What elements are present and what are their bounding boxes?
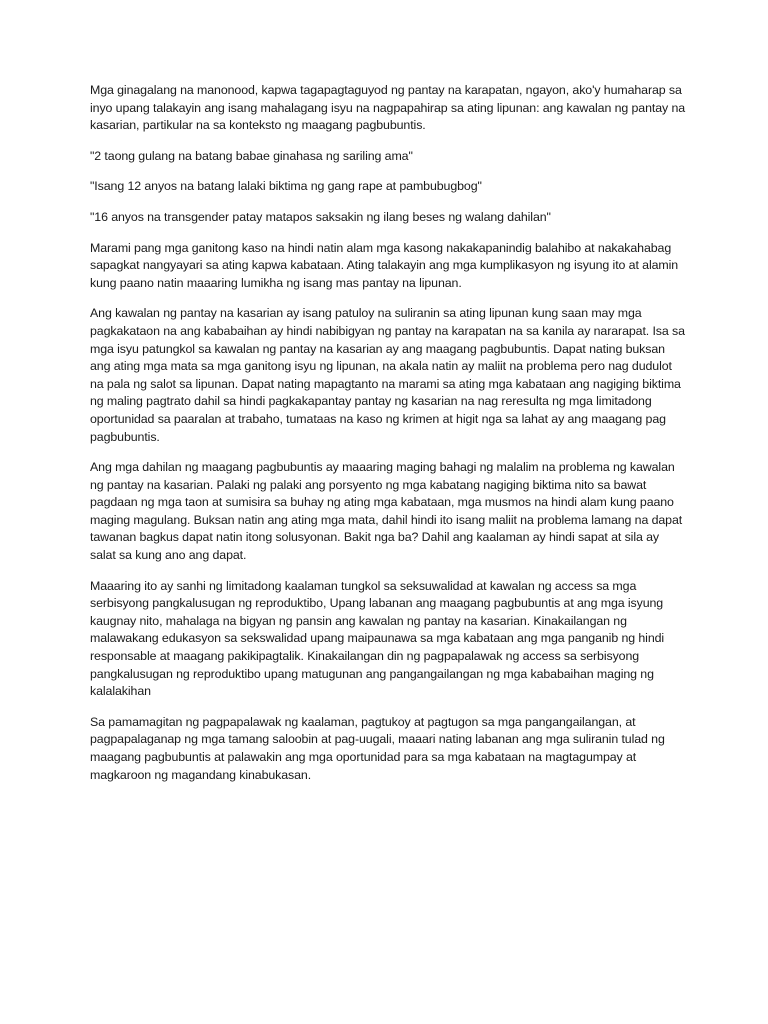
paragraph-cases: Marami pang mga ganitong kaso na hindi natin alam mga kasong nakakapanindig balahibo at nakakahabag sapagkat nangyayari sa ating kapwa kabataan. Ating talakayin ang mga kumplikasyon ng isyung ito at alamin kung paano natin maaaring lumikha ng isang mas pantay na lipunan.: [90, 240, 679, 290]
quote-headline-2: "Isang 12 anyos na batang lalaki biktima ng gang rape at pambubugbog": [90, 179, 482, 194]
paragraph-education: Maaaring ito ay sanhi ng limitadong kaalaman tungkol sa seksuwalidad at kawalan ng access sa mga serbisyong pangkalusugan ng reproduktibo, Upang labanan ang maagang pagbubuntis at ang mga isyung kaugnay nito, mahalaga na bigyan ng pansin ang kawalan ng pantay na kasarian. Kinakailangan ng malawakang edukasyon sa sekswalidad upang maipaunawa sa mga kabataan ang mga panganib ng hindi responsable at maagang pakikipagtalik. Kinakailangan din ng pagpapalawak ng access sa serbisyong pangkalusugan ng reproduktibo upang matugunan ang pangangailangan ng mga kababaihan maging ng kalalakihan: [90, 578, 665, 699]
quote-headline-3: "16 anyos na transgender patay matapos saksakin ng ilang beses ng walang dahilan": [90, 209, 551, 224]
paragraph-gender-inequality: Ang kawalan ng pantay na kasarian ay isang patuloy na suliranin sa ating lipunan kung saan may mga pagkakataon na ang kababaihan ay hindi nabibigyan ng pantay na karapatan na sa kanila ay nararapat. Isa sa mga isyu patungkol sa kawalan ng pantay na kasarian ay ang maagang pagbubuntis. Dapat nating buksan ang ating mga mata sa mga ganitong isyu ng lipunan, na akala natin ay maliit na problema pero nag dudulot na pala ng salot sa lipunan. Dapat nating mapagtanto na marami sa ating mga kabataan ang nagiging biktima ng maling pagtrato dahil sa hindi pagkakapantay pantay ng kasarian na nag reresulta ng mga limitadong oportunidad sa paaralan at trabaho, tumataas na kaso ng krimen at higit nga sa lahat ay ang maagang pag pagbubuntis.: [90, 306, 685, 444]
paragraph-causes: Ang mga dahilan ng maagang pagbubuntis ay maaaring maging bahagi ng malalim na problema ng kawalan ng pantay na kasarian. Palaki ng palaki ang porsyento ng mga kabatang nagiging biktima nito sa bawat pagdaan ng mga taon at sumisira sa buhay ng ating mga kabataan, mga musmos na hindi alam kung paano maging magulang. Buksan natin ang ating mga mata, dahil hindi ito isang maliit na problema lamang na dapat tawanan bagkus dapat natin itong solusyonan. Bakit nga ba? Dahil ang kaalaman ay hindi sapat at sila ay salat sa kung ano ang dapat.: [90, 460, 683, 563]
paragraph-conclusion: Sa pamamagitan ng pagpapalawak ng kaalaman, pagtukoy at pagtugon sa mga pangangailangan, at pagpapalaganap ng mga tamang saloobin at pag-uugali, maaari nating labanan ang mga suliranin tulad ng maagang pagbubuntis at palawakin ang mga oportunidad para sa mga kabataan na magtagumpay at magkaroon ng magandang kinabukasan.: [90, 714, 665, 782]
quote-headline-1: "2 taong gulang na batang babae ginahasa ng sariling ama": [90, 148, 413, 163]
paragraph-intro: Mga ginagalang na manonood, kapwa tagapagtaguyod ng pantay na karapatan, ngayon, ako'y humaharap sa inyo upang talakayin ang isang mahalagang isyu na nagpapahirap sa ating lipunan: ang kawalan ng pantay na kasarian, partikular na sa konteksto ng maagang pagbubuntis.: [90, 83, 686, 133]
